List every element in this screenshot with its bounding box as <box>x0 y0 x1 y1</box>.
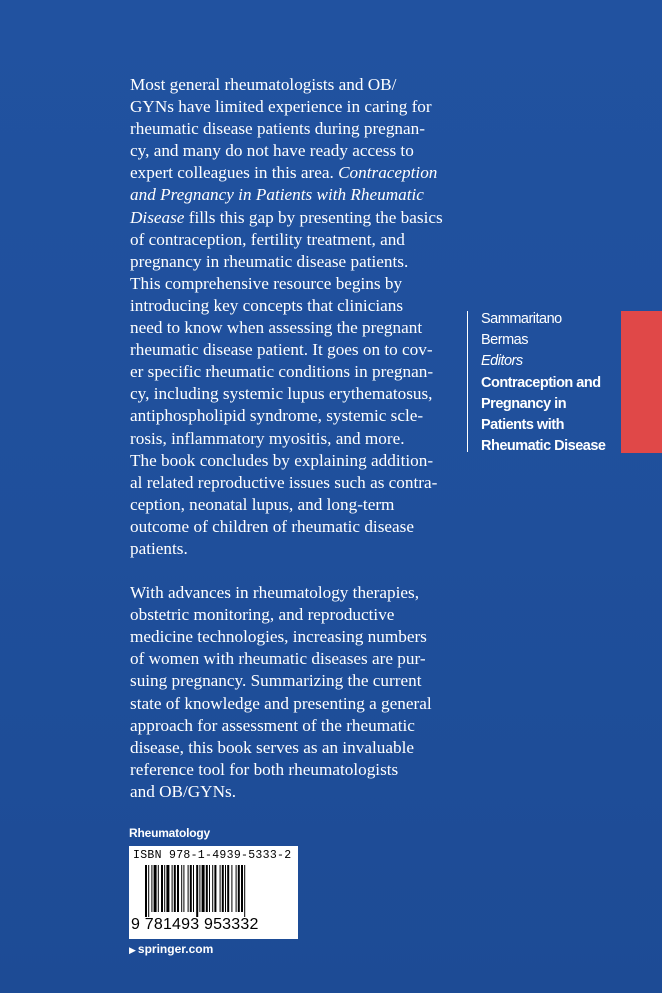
barcode-bar <box>166 865 169 912</box>
accent-color-bar <box>621 311 662 453</box>
barcode-bar <box>148 865 149 917</box>
blurb-p1-line: al related reproductive issues such as contra- <box>130 472 438 492</box>
barcode-bar <box>244 865 245 917</box>
blurb-p1-line: rheumatic disease patient. It goes on to cov- <box>130 340 433 360</box>
barcode-bar <box>202 865 205 912</box>
blurb-paragraph-1 <box>130 74 460 560</box>
back-cover-blurb <box>130 74 460 803</box>
blurb-p2-line: and OB/GYNs. <box>130 781 236 801</box>
blurb-title-line: Disease <box>130 207 185 227</box>
barcode-bar <box>227 865 229 912</box>
barcode-bar <box>206 865 208 912</box>
barcode-bar <box>164 865 165 912</box>
barcode-bar <box>190 865 192 912</box>
book-title-line: Contraception and <box>481 374 601 391</box>
blurb-p1-line: expert colleagues in this area. <box>130 163 339 183</box>
blurb-title-line: Contraception <box>338 163 438 183</box>
blurb-p1-line: outcome of children of rheumatic disease <box>130 516 414 536</box>
blurb-p1-line: introducing key concepts that clinicians <box>130 295 404 315</box>
blurb-p2-line: medicine technologies, increasing numbers <box>130 627 427 647</box>
blurb-p1-line: cy, including systemic lupus erythematosus, <box>130 384 433 404</box>
series-label: Rheumatology <box>129 826 210 840</box>
barcode-bar <box>145 865 147 917</box>
barcode-bar <box>158 865 159 912</box>
isbn-label: ISBN 978-1-4939-5333-2 <box>133 849 292 862</box>
blurb-p2-line: With advances in rheumatology therapies, <box>130 583 420 603</box>
blurb-p1-line: The book concludes by explaining addition- <box>130 450 434 470</box>
barcode-bar <box>196 865 198 917</box>
barcode-bar <box>212 865 213 912</box>
barcode-bars-icon <box>145 865 283 917</box>
side-divider-rule <box>467 311 468 452</box>
barcode-bar <box>172 865 173 912</box>
barcode-bar <box>220 865 221 912</box>
book-title-line: Rheumatic Disease <box>481 438 606 455</box>
blurb-p1-line: patients. <box>130 538 188 558</box>
blurb-p2-line: disease, this book serves as an invaluable <box>130 737 414 757</box>
barcode-bar <box>238 865 240 912</box>
barcode-bar <box>151 865 152 912</box>
blurb-p1-line: fills this gap by presenting the basics <box>184 207 443 227</box>
barcode-bar <box>225 865 226 912</box>
blurb-p1-line: need to know when assessing the pregnant <box>130 318 423 338</box>
book-title-line: Patients with <box>481 417 564 434</box>
barcode-bar <box>236 865 237 912</box>
blurb-p1-line: rheumatic disease patients during pregnan- <box>130 119 425 139</box>
barcode-bar <box>161 865 163 912</box>
blurb-p2-line: approach for assessment of the rheumatic <box>130 715 415 735</box>
barcode-bar <box>174 865 176 912</box>
barcode-bar <box>214 865 216 912</box>
barcode-bar <box>188 865 189 912</box>
barcode-bar <box>193 865 194 912</box>
barcode-bar <box>222 865 224 912</box>
blurb-p2-line: of women with rheumatic diseases are pur- <box>130 649 426 669</box>
blurb-p1-line: rosis, inflammatory myositis, and more. <box>130 428 405 448</box>
author-name: Bermas <box>481 332 528 349</box>
blurb-p2-line: obstetric monitoring, and reproductive <box>130 605 395 625</box>
barcode-bar <box>231 865 232 912</box>
barcode-bar <box>241 865 243 912</box>
blurb-p2-line: state of knowledge and presenting a general <box>130 693 432 713</box>
blurb-p1-line: Most general rheumatologists and OB/ <box>130 75 397 94</box>
blurb-title-line: and Pregnancy in Patients with Rheumatic <box>130 185 424 205</box>
isbn-digits: 9 781493 953332 <box>131 916 259 933</box>
editors-label: Editors <box>481 353 523 370</box>
blurb-p1-line: of contraception, fertility treatment, and <box>130 229 405 249</box>
blurb-p1-line: cy, and many do not have ready access to <box>130 141 414 161</box>
publisher-url: springer.com <box>137 942 214 956</box>
publisher-link[interactable] <box>129 942 213 956</box>
barcode-bar <box>209 865 210 912</box>
isbn-barcode <box>129 846 298 939</box>
blurb-p1-line: This comprehensive resource begins by <box>130 273 403 293</box>
barcode-bar <box>181 865 182 912</box>
side-title-block <box>481 309 621 457</box>
blurb-p1-line: antiphospholipid syndrome, systemic scle- <box>130 406 424 426</box>
blurb-p1-line: ception, neonatal lupus, and long-term <box>130 494 395 514</box>
barcode-bar <box>183 865 184 912</box>
blurb-paragraph-2 <box>130 582 460 803</box>
blurb-p1-line: GYNs have limited experience in caring for <box>130 97 432 117</box>
blurb-p1-line: pregnancy in rheumatic disease patients. <box>130 251 409 271</box>
book-title-line: Pregnancy in <box>481 395 567 412</box>
blurb-p1-line: er specific rheumatic conditions in pregnan- <box>130 362 434 382</box>
barcode-bar <box>199 865 200 912</box>
barcode-bar <box>177 865 179 912</box>
arrow-right-icon: ▶ <box>129 945 136 955</box>
blurb-p2-line: reference tool for both rheumatologists <box>130 759 399 779</box>
barcode-bar <box>154 865 157 912</box>
author-name: Sammaritano <box>481 311 562 327</box>
blurb-p2-line: suing pregnancy. Summarizing the current <box>130 671 422 691</box>
